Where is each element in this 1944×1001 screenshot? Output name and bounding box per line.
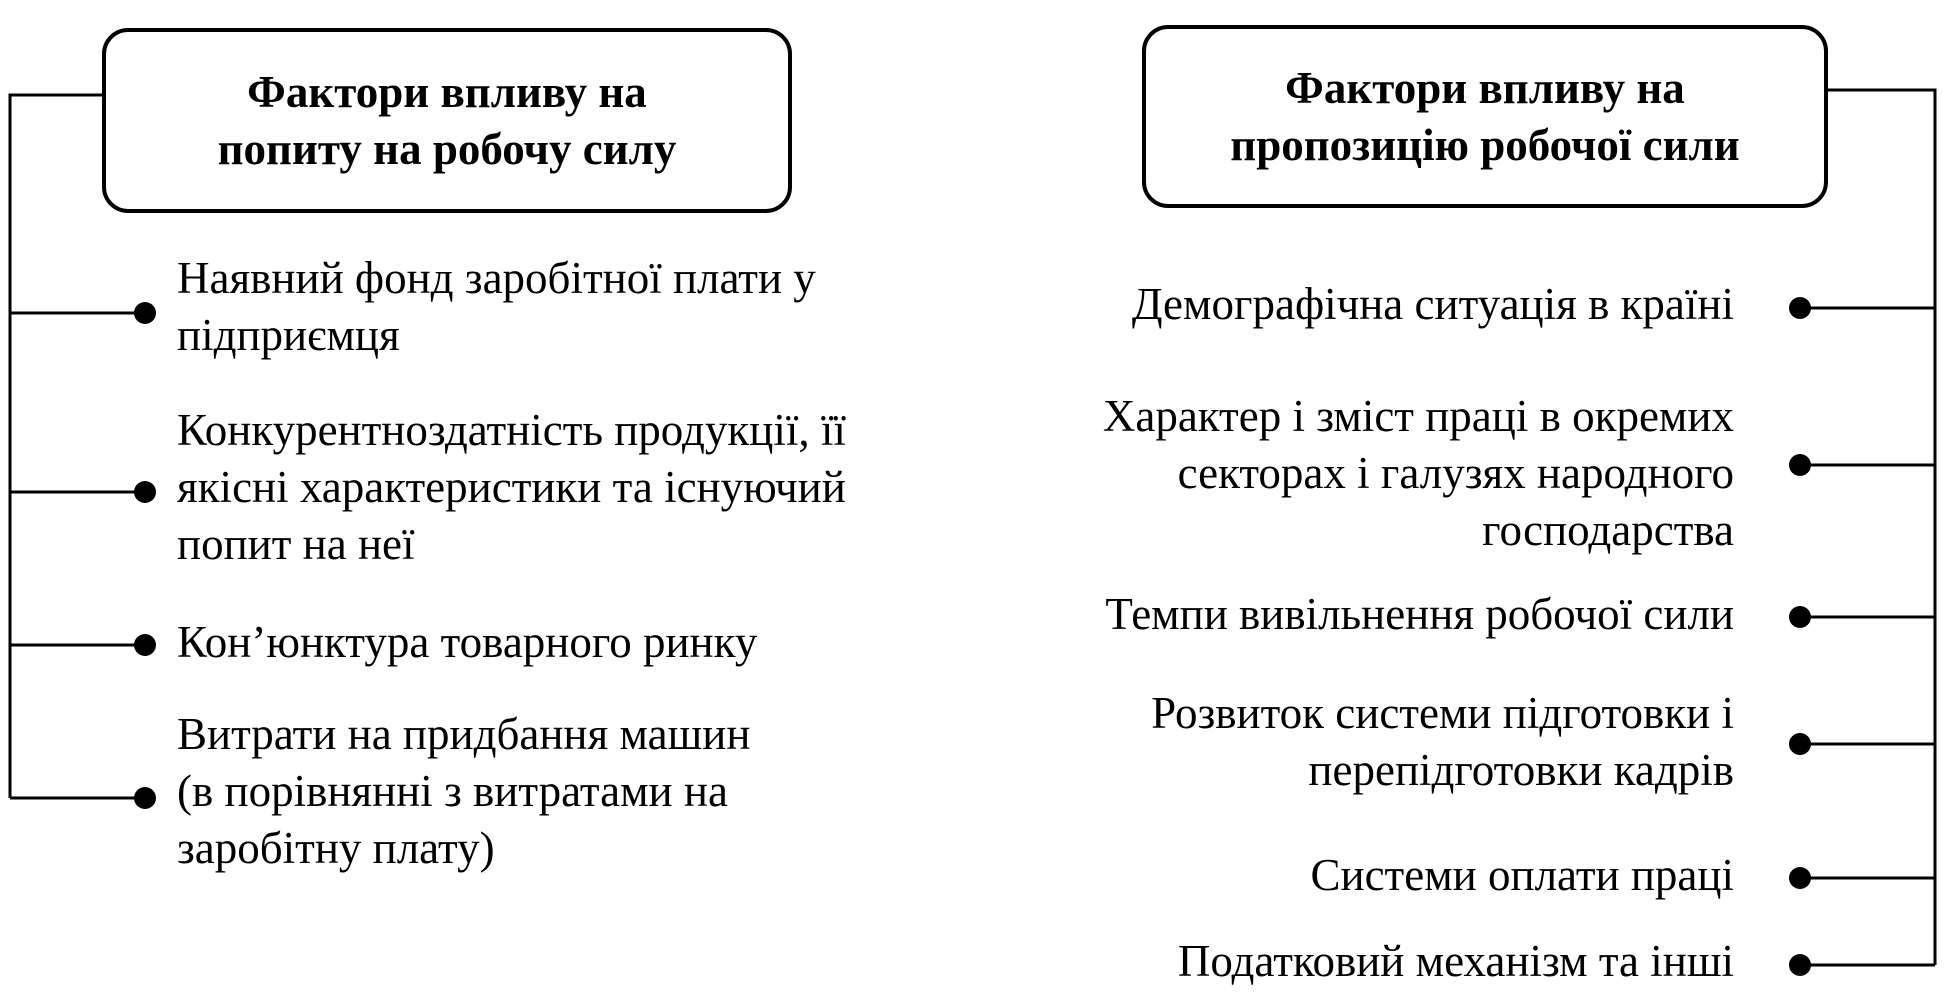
left-item-2: Конкурентноздатність продукції, її якісні характеристики та існуючий попит на неї	[177, 405, 846, 570]
right-item-4: Розвиток системи підготовки і перепідготовки кадрів	[1151, 688, 1734, 796]
right-bullet-4	[1789, 733, 1811, 755]
right-item-3: Темпи вивільнення робочої сили	[1105, 589, 1734, 639]
right-bullet-3	[1789, 606, 1811, 628]
right-title-box	[1142, 25, 1828, 208]
left-bullet-4	[134, 787, 156, 809]
left-bullet-1	[134, 302, 156, 324]
right-item-2: Характер і зміст праці в окремих секторах і галузях народного господарства	[1102, 391, 1734, 556]
right-item-6: Податковий механізм та інші	[1177, 936, 1734, 986]
left-item-1: Наявний фонд заробітної плати у підприємця	[177, 253, 816, 361]
left-title: Фактори впливу на попиту на робочу силу	[217, 67, 677, 174]
right-item-1: Демографічна ситуація в країні	[1131, 279, 1734, 329]
left-item-3: Кон’юнктура товарного ринку	[177, 617, 758, 667]
left-bullet-2	[134, 481, 156, 503]
left-bullet-3	[134, 634, 156, 656]
right-trunk-line	[1828, 90, 1935, 965]
right-bullet-5	[1789, 867, 1811, 889]
left-title-box	[102, 28, 792, 213]
right-bullet-6	[1789, 954, 1811, 976]
right-bullet-1	[1789, 297, 1811, 319]
right-title: Фактори впливу на пропозицію робочої сили	[1230, 63, 1740, 170]
right-item-5: Системи оплати праці	[1310, 850, 1734, 900]
right-bullet-2	[1789, 454, 1811, 476]
left-trunk-line	[10, 95, 102, 798]
left-item-4: Витрати на придбання машин (в порівнянні з витратами на заробітну плату)	[177, 709, 751, 874]
